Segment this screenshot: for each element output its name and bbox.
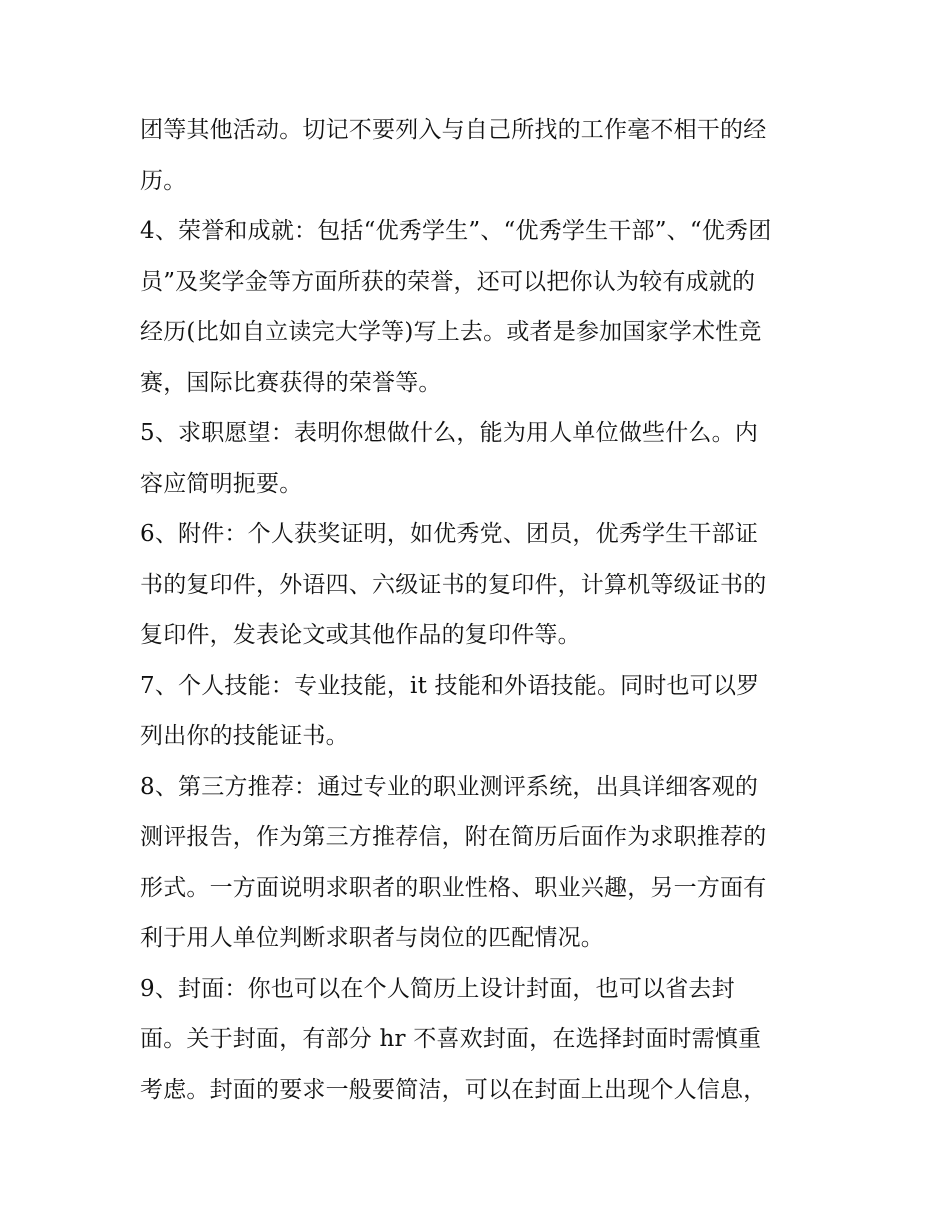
text-line: 测评报告，作为第三方推荐信，附在简历后面作为求职推荐的: [140, 824, 767, 850]
text-line: 利于用人单位判断求职者与岗位的匹配情况。: [140, 925, 604, 951]
text-line: 考虑。封面的要求一般要简洁，可以在封面上出现个人信息，: [140, 1076, 767, 1103]
text-line: 4、荣誉和成就：包括“优秀学生”、“优秀学生干部”、“优秀团: [140, 218, 772, 244]
text-line: 书的复印件，外语四、六级证书的复印件，计算机等级证书的: [140, 571, 767, 598]
text-line: 9、封面：你也可以在个人简历上设计封面，也可以省去封: [140, 975, 735, 1002]
text-line: 8、第三方推荐：通过专业的职业测评系统，出具详细客观的: [140, 773, 759, 800]
text-line: 员”及奖学金等方面所获的荣誉，还可以把你认为较有成就的: [140, 268, 756, 295]
text-line: 赛，国际比赛获得的荣誉等。: [140, 369, 442, 396]
text-line: 7、个人技能：专业技能，it 技能和外语技能。同时也可以罗: [140, 672, 760, 699]
text-line: 容应简明扼要。: [140, 470, 303, 497]
text-line: 经历(比如自立读完大学等)写上去。或者是参加国家学术性竞: [140, 319, 762, 345]
text-line: 6、附件：个人获奖证明，如优秀党、团员，优秀学生干部证: [140, 521, 759, 547]
text-line: 历。: [140, 167, 187, 194]
text-line: 面。关于封面，有部分 hr 不喜欢封面，在选择封面时需慎重: [140, 1026, 762, 1052]
body-text: [140, 105, 830, 1115]
text-line: 5、求职愿望：表明你想做什么，能为用人单位做些什么。内: [140, 420, 759, 446]
text-line: 团等其他活动。切记不要列入与自己所找的工作毫不相干的经: [140, 117, 767, 143]
text-line: 复印件，发表论文或其他作品的复印件等。: [140, 622, 581, 648]
text-line: 形式。一方面说明求职者的职业性格、职业兴趣，另一方面有: [140, 874, 767, 901]
text-line: 列出你的技能证书。: [140, 723, 349, 749]
